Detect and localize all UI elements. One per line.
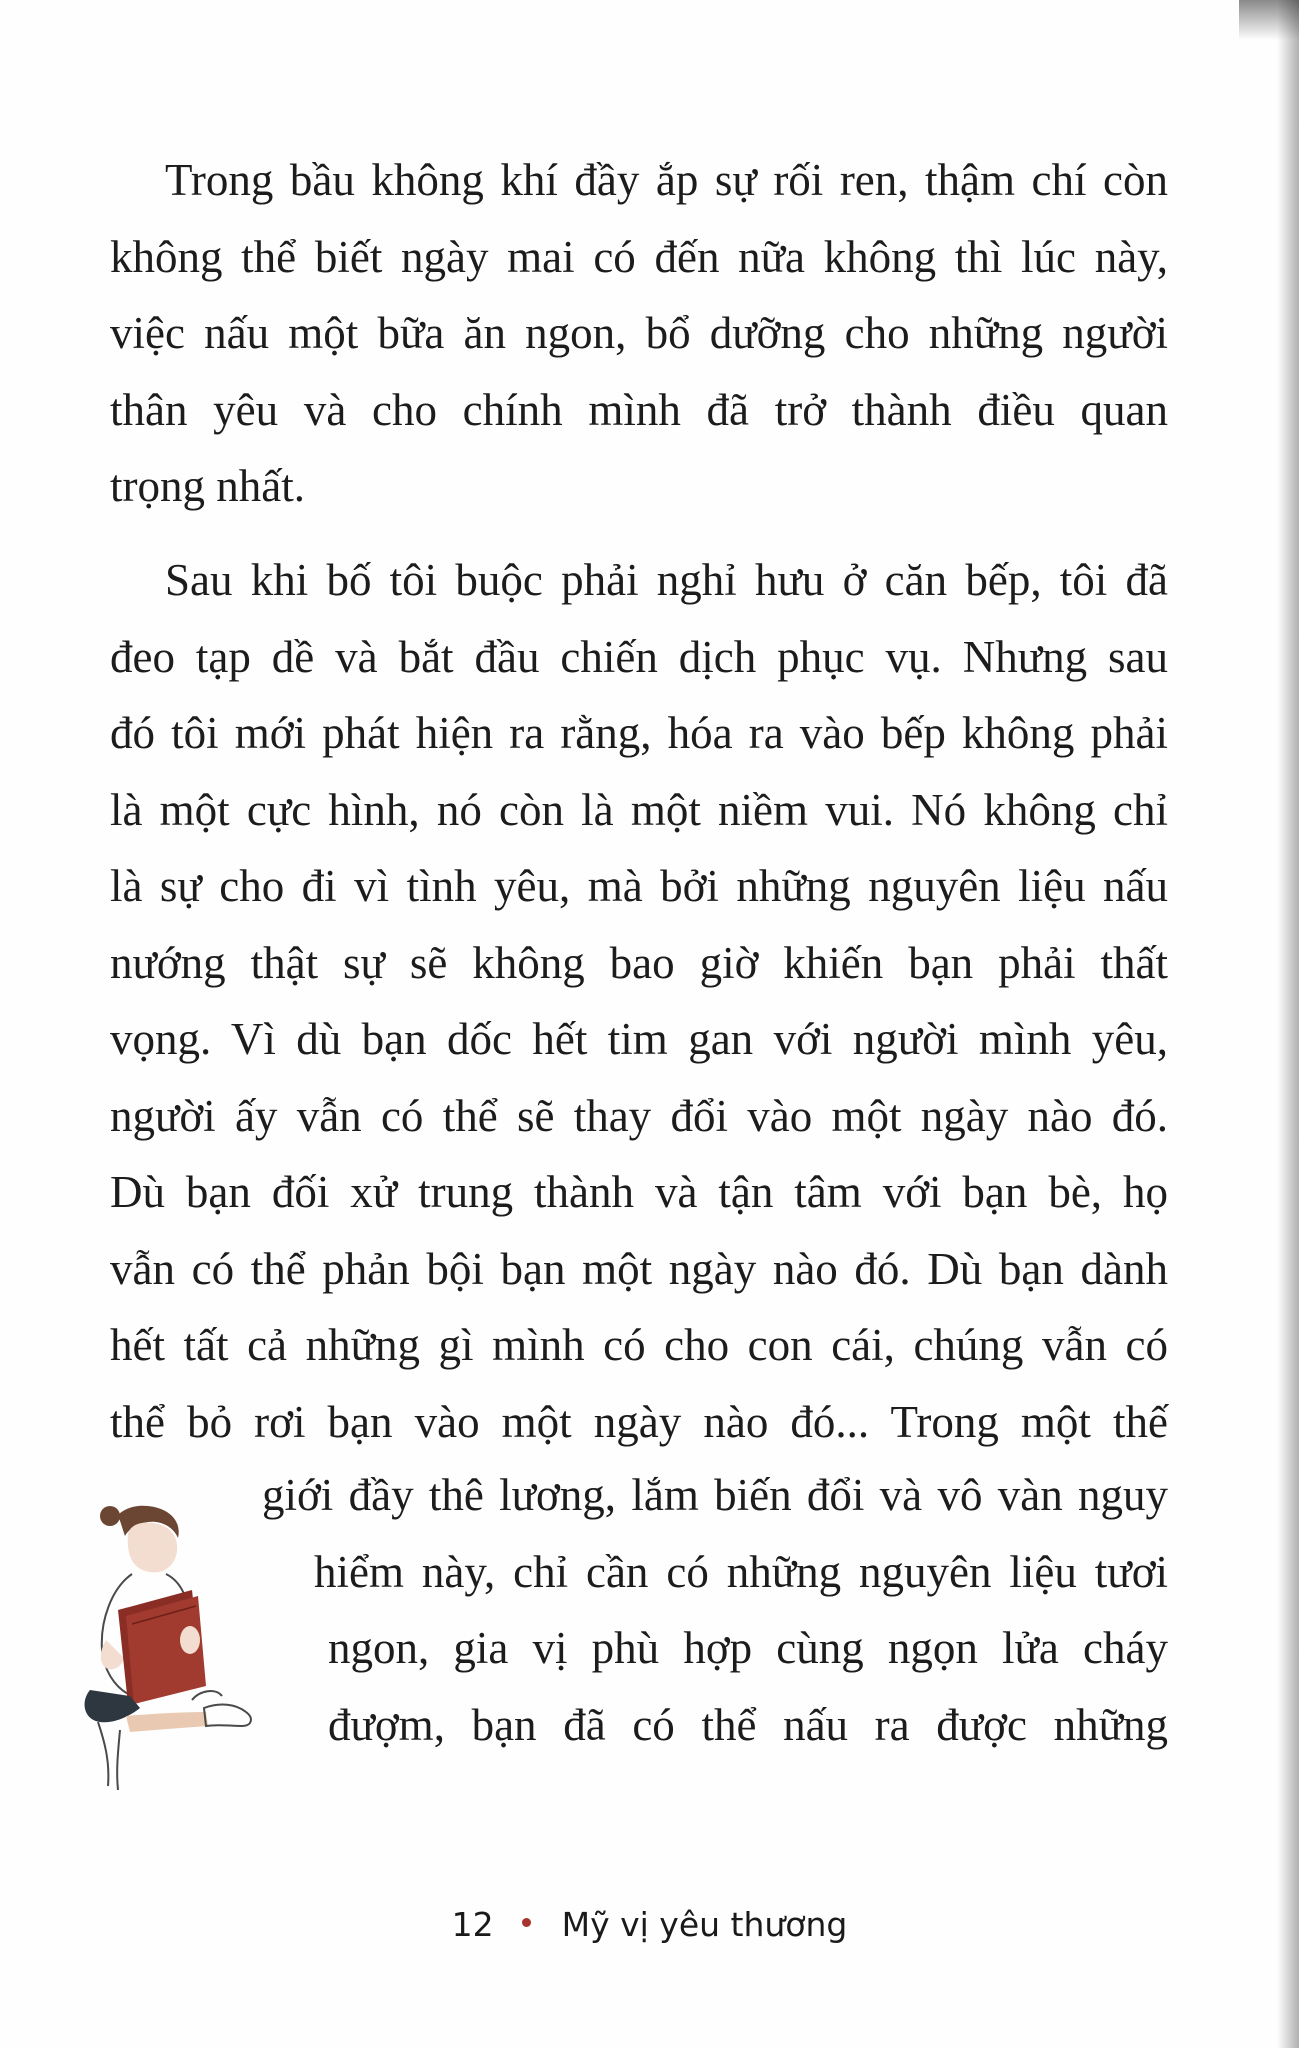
paragraph-line: là một cực hình, nó còn là một niềm vui. Nó không chỉ	[110, 784, 1168, 835]
paragraph-line: thân yêu và cho chính mình đã trở thành điều quan	[110, 384, 1168, 435]
paragraph-line: đeo tạp dề và bắt đầu chiến dịch phục vụ. Nhưng sau	[110, 631, 1168, 682]
paragraph-line: hết tất cả những gì mình có cho con cái, chúng vẫn có	[110, 1320, 1168, 1370]
bullet-icon	[522, 1918, 531, 1927]
paragraph-line: vẫn có thể phản bội bạn một ngày nào đó. Dù bạn dành	[110, 1243, 1168, 1294]
paragraph-line: Dù bạn đối xử trung thành và tận tâm với bạn bè, họ	[110, 1167, 1168, 1217]
wrapped-line: đượm, bạn đã có thể nấu ra được những	[328, 1699, 1168, 1750]
book-title: Mỹ vị yêu thương	[561, 1905, 848, 1944]
paragraph-line: người ấy vẫn có thể sẽ thay đổi vào một ngày nào đó.	[110, 1090, 1168, 1141]
paragraph-line: việc nấu một bữa ăn ngon, bổ dưỡng cho những người	[110, 308, 1168, 358]
paragraph-line: Trong bầu không khí đầy ắp sự rối ren, thậm chí còn	[165, 155, 1168, 205]
girl-reading-book-icon	[70, 1490, 290, 1800]
paragraph-1	[110, 142, 1168, 525]
page-number: 12	[451, 1905, 494, 1944]
paragraph-line: vọng. Vì dù bạn dốc hết tim gan với người mình yêu,	[110, 1014, 1168, 1064]
paragraph-line: Sau khi bố tôi buộc phải nghỉ hưu ở căn bếp, tôi đã	[165, 555, 1168, 605]
paragraph-line: nướng thật sự sẽ không bao giờ khiến bạn phải thất	[110, 937, 1168, 988]
paragraph-line: thể bỏ rơi bạn vào một ngày nào đó... Trong một thế	[110, 1396, 1168, 1447]
paragraph-line: không thể biết ngày mai có đến nữa không thì lúc này,	[110, 231, 1168, 282]
wrapped-line: giới đầy thê lương, lắm biến đổi và vô vàn nguy	[262, 1470, 1168, 1520]
wrapped-line: ngon, gia vị phù hợp cùng ngọn lửa cháy	[328, 1623, 1168, 1673]
paragraph-2	[110, 542, 1168, 1460]
page-edge-shadow	[1277, 0, 1299, 2048]
wrapped-line: hiểm này, chỉ cần có những nguyên liệu tươi	[314, 1546, 1168, 1597]
paragraph-line: đó tôi mới phát hiện ra rằng, hóa ra vào bếp không phải	[110, 708, 1168, 758]
paragraph-line: là sự cho đi vì tình yêu, mà bởi những nguyên liệu nấu	[110, 861, 1168, 911]
paragraph-line: trọng nhất.	[110, 461, 305, 511]
page-footer	[0, 1905, 1299, 1944]
